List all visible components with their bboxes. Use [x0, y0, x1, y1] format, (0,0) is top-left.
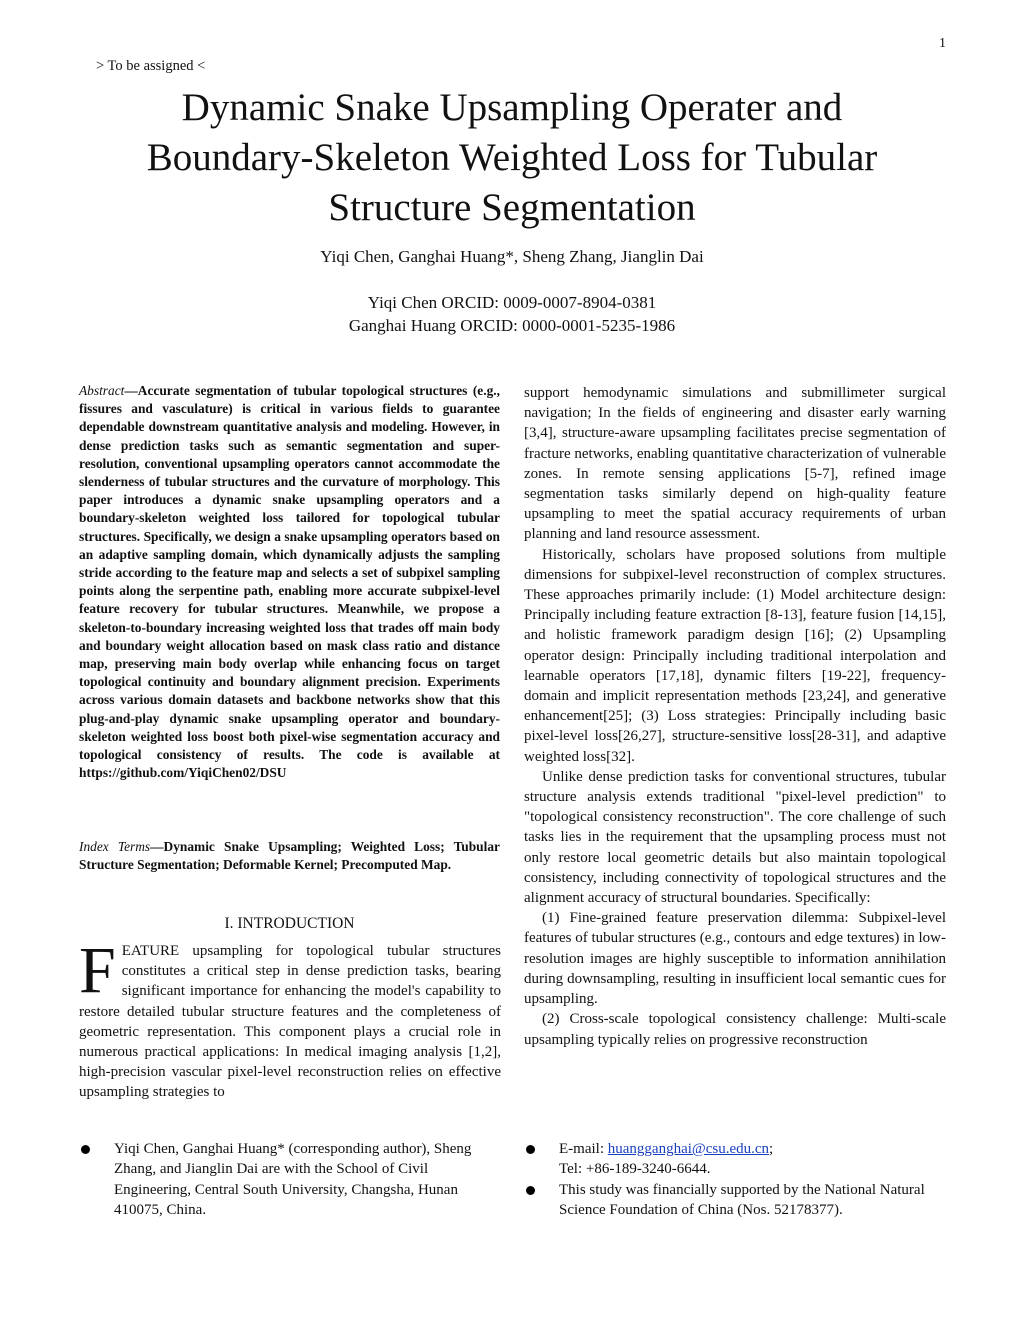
bullet-icon	[81, 1145, 90, 1154]
intro-paragraph-1	[79, 934, 501, 1103]
intro-body	[79, 934, 501, 1103]
journal-tag: > To be assigned <	[96, 58, 206, 74]
intro-paragraph-1-text: EATURE upsampling for topological tubular structures constitutes a critical step in dense prediction tasks, bearing significant importance for enhancing the model's capability to restore detailed tubular structure features and the completeness of geometric representation. This component plays a crucial role in numerous practical applications: In medical imaging analysis [1,2], high-precision vascular pixel-level reconstruction relies on effective upsampling strategies to	[79, 943, 501, 1101]
right-paragraph-5: (2) Cross-scale topological consistency challenge: Multi-scale upsampling typically relies on progressive reconstruction	[524, 1011, 946, 1048]
orcid-line-2: Ganghai Huang ORCID: 0000-0001-5235-1986	[348, 316, 676, 335]
abstract	[79, 382, 500, 782]
email-link[interactable]: huangganghai@csu.edu.cn	[607, 1141, 770, 1157]
title-line-2: Boundary-Skeleton Weighted Loss for Tubular	[146, 136, 878, 179]
email-label: E-mail:	[559, 1141, 608, 1157]
bullet-icon	[526, 1145, 535, 1154]
right-paragraph-3: Unlike dense prediction tasks for conventional structures, tubular structure analysis extends traditional "pixel-level prediction" to "topological consistency reconstruction". The core challenge of such tasks lies in the requirement that the upsampling process must not only restore local geometric details but also maintain topological consistency, including connectivity of topological structures and the alignment accuracy of structural boundaries. Specifically:	[524, 768, 946, 907]
title-line-3: Structure Segmentation	[328, 186, 696, 229]
email-suffix: ;	[769, 1141, 774, 1157]
orcid-line-1: Yiqi Chen ORCID: 0009-0007-8904-0381	[367, 293, 657, 312]
footnote-item	[524, 1180, 944, 1221]
index-terms	[79, 838, 500, 874]
right-paragraph-1: support hemodynamic simulations and submillimeter surgical navigation; In the fields of engineering and disaster early warning [3,4], structure-aware upsampling facilitates precise segmentation of fracture networks, enabling quantitative characterization of vulnerable zones. In remote sensing applications [5-7], refined image segmentation tasks similarly depend on high-quality feature upsampling to meet the spatial accuracy requirements of urban planning and land resource assessment.	[524, 385, 946, 543]
drop-cap: F	[79, 934, 116, 1007]
funding-text: This study was financially supported by the National Natural Science Foundation of China (Nos. 52178377).	[559, 1181, 925, 1219]
author-list: Yiqi Chen, Ganghai Huang*, Sheng Zhang, Jianglin Dai	[320, 247, 704, 266]
page-number: 1	[939, 36, 946, 51]
footnote-contact	[524, 1139, 944, 1221]
index-terms-text: —Dynamic Snake Upsampling; Weighted Loss; Tubular Structure Segmentation; Deformable Kernel; Precomputed Map.	[79, 839, 500, 873]
footnote-affiliation-text: Yiqi Chen, Ganghai Huang* (corresponding author), Sheng Zhang, and Jianglin Dai are with the School of Civil Engineering, Central South University, Changsha, Hunan 410075, China.	[114, 1141, 472, 1219]
footnote-affiliation	[79, 1139, 499, 1221]
right-column-body	[524, 383, 946, 1050]
telephone: Tel: +86-189-3240-6644.	[559, 1161, 711, 1178]
index-terms-label: Index Terms	[79, 839, 151, 854]
bullet-icon	[526, 1186, 535, 1195]
paper-title	[80, 83, 944, 233]
footnote-item	[79, 1139, 499, 1221]
footnote-item	[524, 1139, 944, 1180]
abstract-label: Abstract	[79, 383, 125, 398]
right-paragraph-4: (1) Fine-grained feature preservation dilemma: Subpixel-level features of tubular structures (e.g., contours and edge textures) in low-resolution images are highly susceptible to information annihilation during downsampling, resulting in insufficient local semantic cues for upsampling.	[524, 910, 946, 1008]
abstract-text: —Accurate segmentation of tubular topological structures (e.g., fissures and vasculature) is critical in various fields to guarantee dependable downstream quantitative analysis and modeling. However, in dense prediction tasks such as semantic segmentation and super-resolution, conventional upsampling operators cannot accommodate the slenderness of tubular structures and the curvature of morphology. This paper introduces a dynamic snake upsampling operators and a boundary-skeleton weighted loss tailored for topological tubular structures. Specifically, we design a snake upsampling operators based on an adaptive sampling domain, which dynamically adjusts the sampling stride according to the feature map and selects a set of subpixel sampling points along the serpentine path, enabling more accurate subpixel-level feature recovery for tubular structures. Meanwhile, we propose a skeleton-to-boundary increasing weighted loss that trades off main body and boundary weight allocation based on mask class ratio and distance map, preserving main body overlap while enhancing focus on target topological continuity and boundary alignment precision. Experiments across various domain datasets and backbone networks show that this plug-and-play dynamic snake upsampling operator and boundary-skeleton weighted loss boost both pixel-wise segmentation accuracy and topological consistency of results. The code is available at https://github.com/YiqiChen02/DSU	[79, 383, 500, 781]
section-heading-introduction: I. INTRODUCTION	[224, 915, 355, 932]
right-paragraph-2: Historically, scholars have proposed solutions from multiple dimensions for subpixel-level reconstruction of complex structures. These approaches primarily include: (1) Model architecture design: Principally including feature extraction [8-13], feature fusion [14,15], and holistic framework paradigm design [16]; (2) Upsampling operator design: Principally including traditional interpolation and learnable operators [17,18], dynamic filters [19-22], frequency-domain and implicit representation methods [23,24], and generative enhancement[25]; (3) Loss strategies: Principally including basic pixel-level loss[26,27], structure-sensitive loss[28-31], and adaptive weighted loss[32].	[524, 546, 946, 765]
title-line-1: Dynamic Snake Upsampling Operater and	[181, 86, 843, 129]
